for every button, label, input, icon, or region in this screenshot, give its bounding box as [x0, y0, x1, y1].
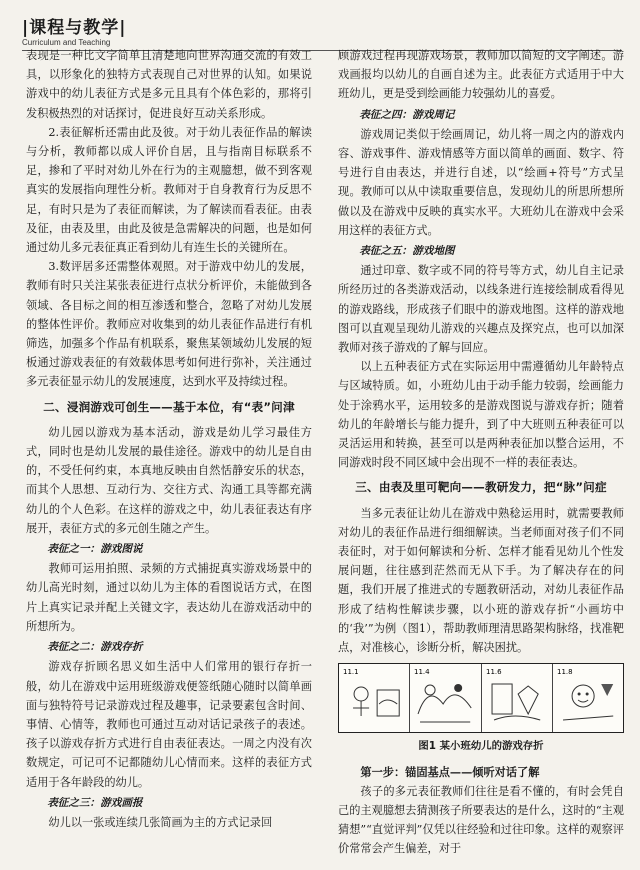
section-heading-2: 二、浸润游戏可创生——基于本位，有“表”问津: [43, 399, 295, 414]
journal-section-title: |课程与教学|: [22, 18, 127, 38]
panel-date-label: 11.4: [414, 667, 430, 677]
child-drawing-4: [553, 664, 623, 732]
right-column: [338, 46, 624, 859]
panel-date-label: 11.6: [485, 667, 502, 677]
paragraph: 表现是一种比文字简单且清楚地向世界沟通交流的有效工具，以形象化的独特方式表现自己对世界的认知。如果说游戏中的幼儿表征方式是多元且具有个体色彩的，那将引发积极热烈的对话探讨，促进良好互动关系形成。: [26, 49, 312, 120]
subheading-form-4: 表征之四：游戏周记: [359, 108, 455, 121]
drawing-panel: [339, 664, 410, 732]
paragraph: 孩子的多元表征教师们往往是看不懂的，有时会凭自己的主观臆想去猜测孩子所要表达的是什么，这时的“主观猜想”“直觉评判”仅凭以往经验和过往印象。这样的观察评价常常会产生偏差，对于: [338, 784, 624, 856]
drawing-panel: [553, 664, 623, 732]
subheading-form-3: 表征之三：游戏画报: [47, 796, 143, 809]
subheading-form-5: 表征之五：游戏地图: [359, 245, 455, 258]
figure-caption: 图1 某小班幼儿的游戏存折: [418, 740, 544, 753]
paragraph: 以上五种表征方式在实际运用中需遵循幼儿年龄特点与区域特质。如，小班幼儿由于动手能力较弱，绘画能力处于涂鸦水平，运用较多的是游戏图说与游戏存折；随着幼儿的年龄增长与能力提升，到了中大班则五种表征可以灵活运用和转换，甚至可以是两种表征加以整合运用，不同游戏时段不同区域中会出现不一样的表征表达。: [338, 360, 624, 470]
figure-children-drawings: [338, 663, 624, 733]
panel-date-label: 11.8: [556, 667, 573, 677]
section-heading-3: 三、由表及里可靶向——教研发力，把“脉”问症: [355, 480, 607, 495]
paragraph: 幼儿园以游戏为基本活动，游戏是幼儿学习最佳方式，同时也是幼儿发展的最佳途径。游戏中的幼儿是自由的，不受任何约束，本真地反映由自然恬静安乐的状态，而其个人思想、互动行为、交往方式、沟通工具等都充满幼儿的个人色彩。在这样的游戏之中，幼儿表征表达有序展开，表征方式的多元创生随之产生。: [26, 425, 312, 535]
step-heading: 第一步：锚固基点——倾听对话了解: [360, 764, 540, 779]
paragraph: 3.数评居多还需整体观照。对于游戏中幼儿的发展，教师有时只关注某张表征进行点状分析评价，未能做到各领域、各目标之间的相互渗透和整合，忽略了对幼儿发展的整体性评价。教师应对收集到的幼儿表征作品进行有机筛选，加强多个作品有机联系，聚焦某领域幼儿发展的短板通过游戏表征的有效载体思考如何进行弥补，关注通过多元表征显示幼儿的发展速度，达到水平及持续过程。: [26, 260, 312, 389]
paragraph: 幼儿以一张或连续几张简画为主的方式记录回: [48, 815, 273, 829]
subheading-form-2: 表征之二：游戏存折: [47, 641, 143, 654]
paragraph: 当多元表征让幼儿在游戏中熟稔运用时，就需要教师对幼儿的表征作品进行细细解读。当老师面对孩子们不同表征时，对于如何解读和分析、怎样才能看见幼儿个性发展问题，往往感到茫然而无从下手。为了解决存在的问题，我们开展了推进式的专题教研活动，对幼儿表征作品形成了结构性解读步骤，以小班的游戏存折“小画坊中的‘我’”为例（图1），帮助教师理清思路架构脉络，找准靶点，对准核心，诊断分析，解决困扰。: [338, 506, 624, 655]
paragraph: 游戏周记类似于绘画周记，幼儿将一周之内的游戏内容、游戏事件、游戏情感等方面以简单的画面、数字、符号进行自由表达，并进行自述，以“绘画+符号”方式呈现。教师可以从中读取重要信息，发现幼儿的所思所想所做以及在游戏中反映的真实水平。大班幼儿在游戏中会采用这样的表征方式。: [338, 127, 624, 237]
child-drawing-2: [410, 664, 480, 732]
left-column: [26, 46, 312, 832]
drawing-panel: [410, 664, 481, 732]
paragraph: 游戏存折顾名思义如生活中人们常用的银行存折一般，幼儿在游戏中运用班级游戏便签纸随心随时以简单画面与独特符号记录游戏过程及趣事，记录要素包含时间、事情、心情等，教师也可通过互动对话记录孩子的表述。孩子以游戏存折方式进行自由表征表达。一周之内没有次数规定，可记可不记都随幼儿心情而来。这样的表征方式适用于各年龄段的幼儿。: [26, 660, 312, 789]
journal-section-subtitle: Curriculum and Teaching: [22, 38, 111, 47]
child-drawing-1: [339, 664, 409, 732]
paragraph: 顾游戏过程再现游戏场景，教师加以简短的文字阐述。游戏画报均以幼儿的自画自述为主。此表征方式适用于中大班幼儿，更是受到绘画能力较强幼儿的喜爱。: [338, 49, 624, 101]
subheading-form-1: 表征之一：游戏图说: [47, 543, 143, 556]
drawing-panel: [482, 664, 553, 732]
child-drawing-3: [482, 664, 552, 732]
paragraph: 2.表征解析还需由此及彼。对于幼儿表征作品的解读与分析，教师都以成人评价自居，且与指南目标联系不足，掺和了平时对幼儿外在行为的主观臆想，做不到客观真实的发展指向理性分析。教师对于自身教育行为反思不足，有时只是为了表征而解读，为了解读而看表征。由表及征，由表及里，由此及彼是急需解决的问题，也是如何通过幼儿多元表征真正看到幼儿有连生长的关键所在。: [26, 125, 312, 255]
panel-date-label: 11.1: [343, 667, 359, 677]
paragraph: 通过印章、数字或不同的符号等方式，幼儿自主记录所经历过的各类游戏活动，以线条进行连接绘制成看得见的游戏路线，形成孩子们眼中的游戏地图。这样的游戏地图可以直观呈现幼儿游戏的兴趣点及探究点，也可以加深教师对孩子游戏的了解与回应。: [338, 264, 624, 355]
paragraph: 教师可运用拍照、录频的方式捕捉真实游戏场景中的幼儿高光时刻，通过以幼儿为主体的看图说话方式，在图片上真实记录并配上关键文字，表达幼儿在游戏活动中的所想所为。: [26, 562, 312, 633]
